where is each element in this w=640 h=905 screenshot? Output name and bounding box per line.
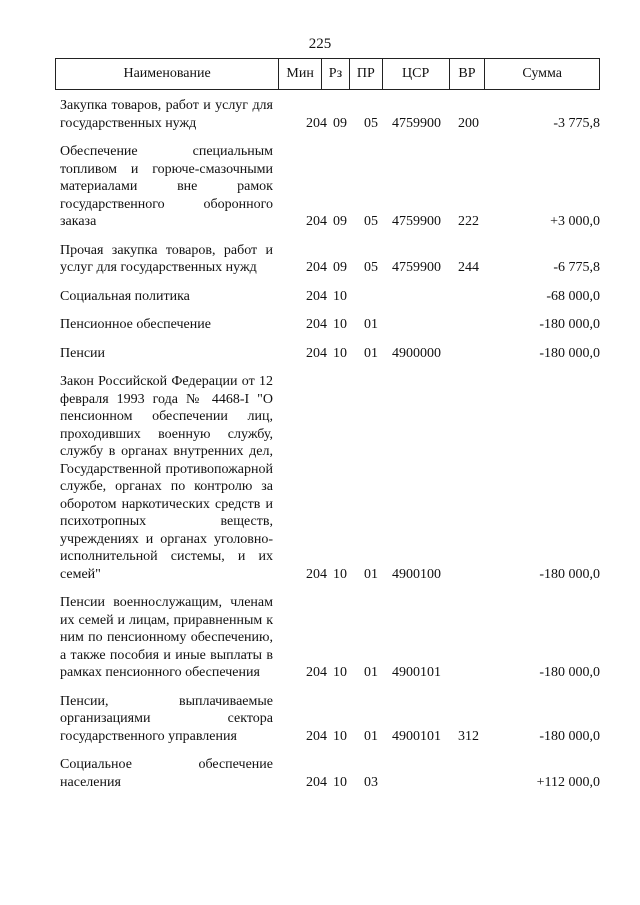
row-name: Пенсии — [60, 345, 106, 361]
row-sum: +112 000,0 — [536, 774, 600, 790]
row-sum: -180 000,0 — [539, 317, 600, 332]
row-sum: +3 000,0 — [550, 214, 600, 229]
table-row — [60, 756, 600, 791]
row-rz: 10 — [333, 566, 347, 582]
header-name: Наименование — [56, 59, 279, 89]
table-row — [60, 373, 600, 583]
row-csr: 4900100 — [392, 566, 441, 582]
row-csr: 4900101 — [392, 665, 441, 680]
row-sum: -180 000,0 — [539, 665, 600, 680]
row-sum: -180 000,0 — [539, 345, 600, 361]
header-sum: Сумма — [522, 66, 563, 81]
row-rz: 09 — [333, 260, 347, 275]
table-header — [55, 58, 600, 90]
row-vr: 244 — [458, 260, 479, 275]
row-min: 204 — [306, 728, 327, 744]
row-pr: 05 — [364, 260, 378, 275]
row-csr: 4759900 — [392, 214, 441, 229]
row-sum: -6 775,8 — [553, 260, 600, 275]
row-name: Пенсии военнослужащим, членам их семей и лицам, приравненным к ним по пенсионному обеспечению, а также пособия и иные выплаты в рамках пенсионного обеспечения — [60, 595, 273, 680]
page-number: 225 — [308, 36, 332, 52]
row-sum: -3 775,8 — [553, 115, 600, 131]
row-sum: -68 000,0 — [546, 288, 600, 304]
row-name: Закупка товаров, работ и услуг для государственных нужд — [60, 98, 273, 131]
row-name: Социальная политика — [60, 288, 190, 304]
row-name: Обеспечение специальным топливом и горюче-смазочными материалами вне рамок государственного оборонного заказа — [60, 144, 273, 229]
row-pr: 01 — [364, 317, 378, 332]
row-min: 204 — [306, 288, 327, 304]
row-rz: 10 — [333, 665, 347, 680]
row-csr: 4759900 — [392, 115, 441, 131]
row-rz: 09 — [333, 214, 347, 229]
table-row — [60, 316, 600, 334]
row-min: 204 — [306, 665, 327, 680]
header-csr: ЦСР — [383, 59, 450, 89]
header-vr: ВР — [450, 59, 486, 89]
header-min: Мин — [279, 59, 322, 89]
row-pr: 03 — [364, 774, 378, 790]
row-vr: 312 — [458, 728, 479, 744]
table-row — [60, 693, 600, 746]
table-body — [60, 97, 600, 802]
row-name: Пенсии, выплачиваемые организациями сектора государственного управления — [60, 693, 273, 744]
row-sum: -180 000,0 — [539, 728, 600, 744]
table-row — [60, 242, 600, 277]
row-rz: 09 — [333, 115, 347, 131]
row-pr: 01 — [364, 728, 378, 744]
row-csr: 4759900 — [392, 260, 441, 275]
row-name: Прочая закупка товаров, работ и услуг для государственных нужд — [60, 242, 273, 275]
row-min: 204 — [306, 345, 327, 361]
table-row — [60, 143, 600, 231]
row-min: 204 — [306, 774, 327, 790]
row-pr: 01 — [364, 566, 378, 582]
row-vr: 200 — [458, 115, 479, 131]
table-row — [60, 97, 600, 132]
row-csr: 4900101 — [392, 728, 441, 744]
row-pr: 01 — [364, 665, 378, 680]
row-rz: 10 — [333, 317, 347, 332]
row-sum: -180 000,0 — [539, 566, 600, 582]
row-rz: 10 — [333, 288, 347, 304]
table-row — [60, 288, 600, 306]
row-name: Социальное обеспечение населения — [60, 757, 273, 790]
row-min: 204 — [306, 566, 327, 582]
row-name: Закон Российской Федерации от 12 февраля 1993 года № 4468-I "О пенсионном обеспечении лиц, проходивших военную службу, службу в органах внутренних дел, Государственной противопожарной службе, органах по контролю за оборотом наркотических средств и психотропных веществ, учреждениях и органах уголовно-исполнительной системы, и их семей" — [60, 374, 273, 582]
row-rz: 10 — [333, 774, 347, 790]
header-pr: ПР — [350, 59, 383, 89]
row-min: 204 — [306, 260, 327, 275]
row-pr: 05 — [364, 115, 378, 131]
row-vr: 222 — [458, 214, 479, 229]
row-min: 204 — [306, 317, 327, 332]
table-row — [60, 345, 600, 363]
row-pr: 05 — [364, 214, 378, 229]
row-rz: 10 — [333, 728, 347, 744]
row-rz: 10 — [333, 345, 347, 361]
header-rz: Рз — [322, 59, 350, 89]
row-name: Пенсионное обеспечение — [60, 317, 211, 332]
row-min: 204 — [306, 214, 327, 229]
row-pr: 01 — [364, 345, 378, 361]
row-csr: 4900000 — [392, 345, 441, 361]
table-row — [60, 594, 600, 682]
row-min: 204 — [306, 115, 327, 131]
